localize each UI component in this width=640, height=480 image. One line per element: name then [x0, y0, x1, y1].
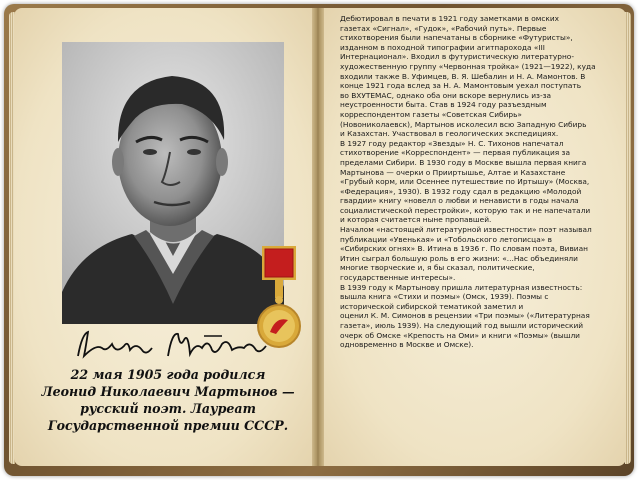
bio-line: корреспондентом газеты «Советская Сибирь» — [340, 109, 522, 119]
bio-line: вышла книга «Стихи и поэмы» (Омск, 1939). Поэмы с — [340, 292, 549, 302]
bio-line: гвардии» книгу «новелл о любви и ненависти в годы начала — [340, 196, 579, 206]
bio-line: художественную группу «Червонная тройка» (1921—1922), куда — [340, 61, 596, 71]
state-prize-medal-icon — [256, 242, 302, 352]
bio-line: очерк об Омске «Крепость на Оми» и книги «Поэмы» (вышли — [340, 330, 580, 340]
caption-line-1: 22 мая 1905 года родился — [70, 367, 266, 382]
caption-line-2: Леонид Николаевич Мартынов — — [41, 384, 295, 399]
caption-line-4: Государственной премии СССР. — [47, 418, 289, 433]
bio-line: во ВХУТЕМАС, однако оба они вскоре вернулись из-за — [340, 90, 552, 100]
bio-line: изданном в походной типографии агитпарохода «III — [340, 42, 545, 52]
bio-line: исторической сибирской тематикой заметил и — [340, 301, 524, 311]
bio-line: Итин сыграл большую роль в его жизни: «...Нас объединяли — [340, 253, 578, 263]
bio-line: Дебютировал в печати в 1921 году заметками в омских — [340, 14, 560, 23]
bio-line: государственные интересы». — [340, 273, 456, 283]
bio-line: В 1939 году к Мартынову пришла литературная известность: — [340, 282, 583, 292]
bio-line: одновременно в Москве и Омске). — [340, 340, 474, 350]
bio-line: Началом «настоящей литературной известности» поэт называл — [340, 225, 592, 235]
bio-line: газета», июль 1939). На следующий год вышли исторический — [340, 321, 584, 330]
bio-line: конце 1921 года вслед за Н. А. Мамонтовым уехал поступать — [340, 81, 582, 91]
book-spine — [312, 8, 324, 466]
handwritten-signature — [72, 326, 272, 364]
bio-line: и Казахстан. Участвовал в геологических экспедициях. — [340, 129, 559, 139]
bio-line: пределами Сибири. В 1930 году в Москве вышла первая книга — [340, 157, 587, 167]
bio-line: «Сибирских огнях» В. Итина в 1936 г. По словам поэта, Вивиан — [340, 244, 588, 254]
bio-line: «Федерация», 1930). В 1932 году сдал в редакцию «Молодой — [340, 186, 582, 196]
bio-line: газетах «Сигнал», «Гудок», «Рабочий путь». Первые — [340, 23, 547, 33]
portrait-image — [62, 42, 284, 324]
bio-line: (Новониколаевск), Мартынов исколесил всю Западную Сибирь — [340, 119, 587, 129]
bio-line: Интернационал». Входил в футуристическую литературно- — [340, 52, 574, 62]
bio-line: В 1927 году редактор «Звезды» Н. С. Тихонов напечатал — [340, 138, 564, 148]
biography-text — [340, 14, 612, 350]
bio-line: входили также В. Уфимцев, В. Я. Шебалин и Н. А. Мамонтов. В — [340, 71, 586, 81]
caption — [30, 366, 306, 434]
bio-line: Мартынова — очерки о Прииртышье, Алтае и Казахстане — [340, 167, 566, 177]
bio-line: неустроенности быта. Став в 1924 году разъездным — [340, 100, 547, 110]
bio-line: стихотворения были напечатаны в сборнике «Футуристы», — [340, 33, 573, 43]
bio-line: стихотворение «Корреспондент» — первая публикация за — [340, 148, 571, 158]
bio-line: оценил К. М. Симонов в рецензии «Три поэмы» («Литературная — [340, 311, 590, 321]
bio-line: публикации «Увенькая» и «Тобольского летописца» в — [340, 234, 552, 244]
bio-line: «Грубый корм, или Осеннее путешествие по Иртышу» (Москва, — [340, 177, 590, 187]
bio-line: многие творческие и, я бы сказал, политические, — [340, 263, 535, 273]
bio-line: социалистической перестройки», которую так и не напечатали — [340, 205, 591, 215]
caption-line-3: русский поэт. Лауреат — [80, 401, 256, 416]
bio-line: и которая считается ныне пропавшей. — [340, 215, 492, 225]
portrait-photo — [62, 42, 284, 324]
